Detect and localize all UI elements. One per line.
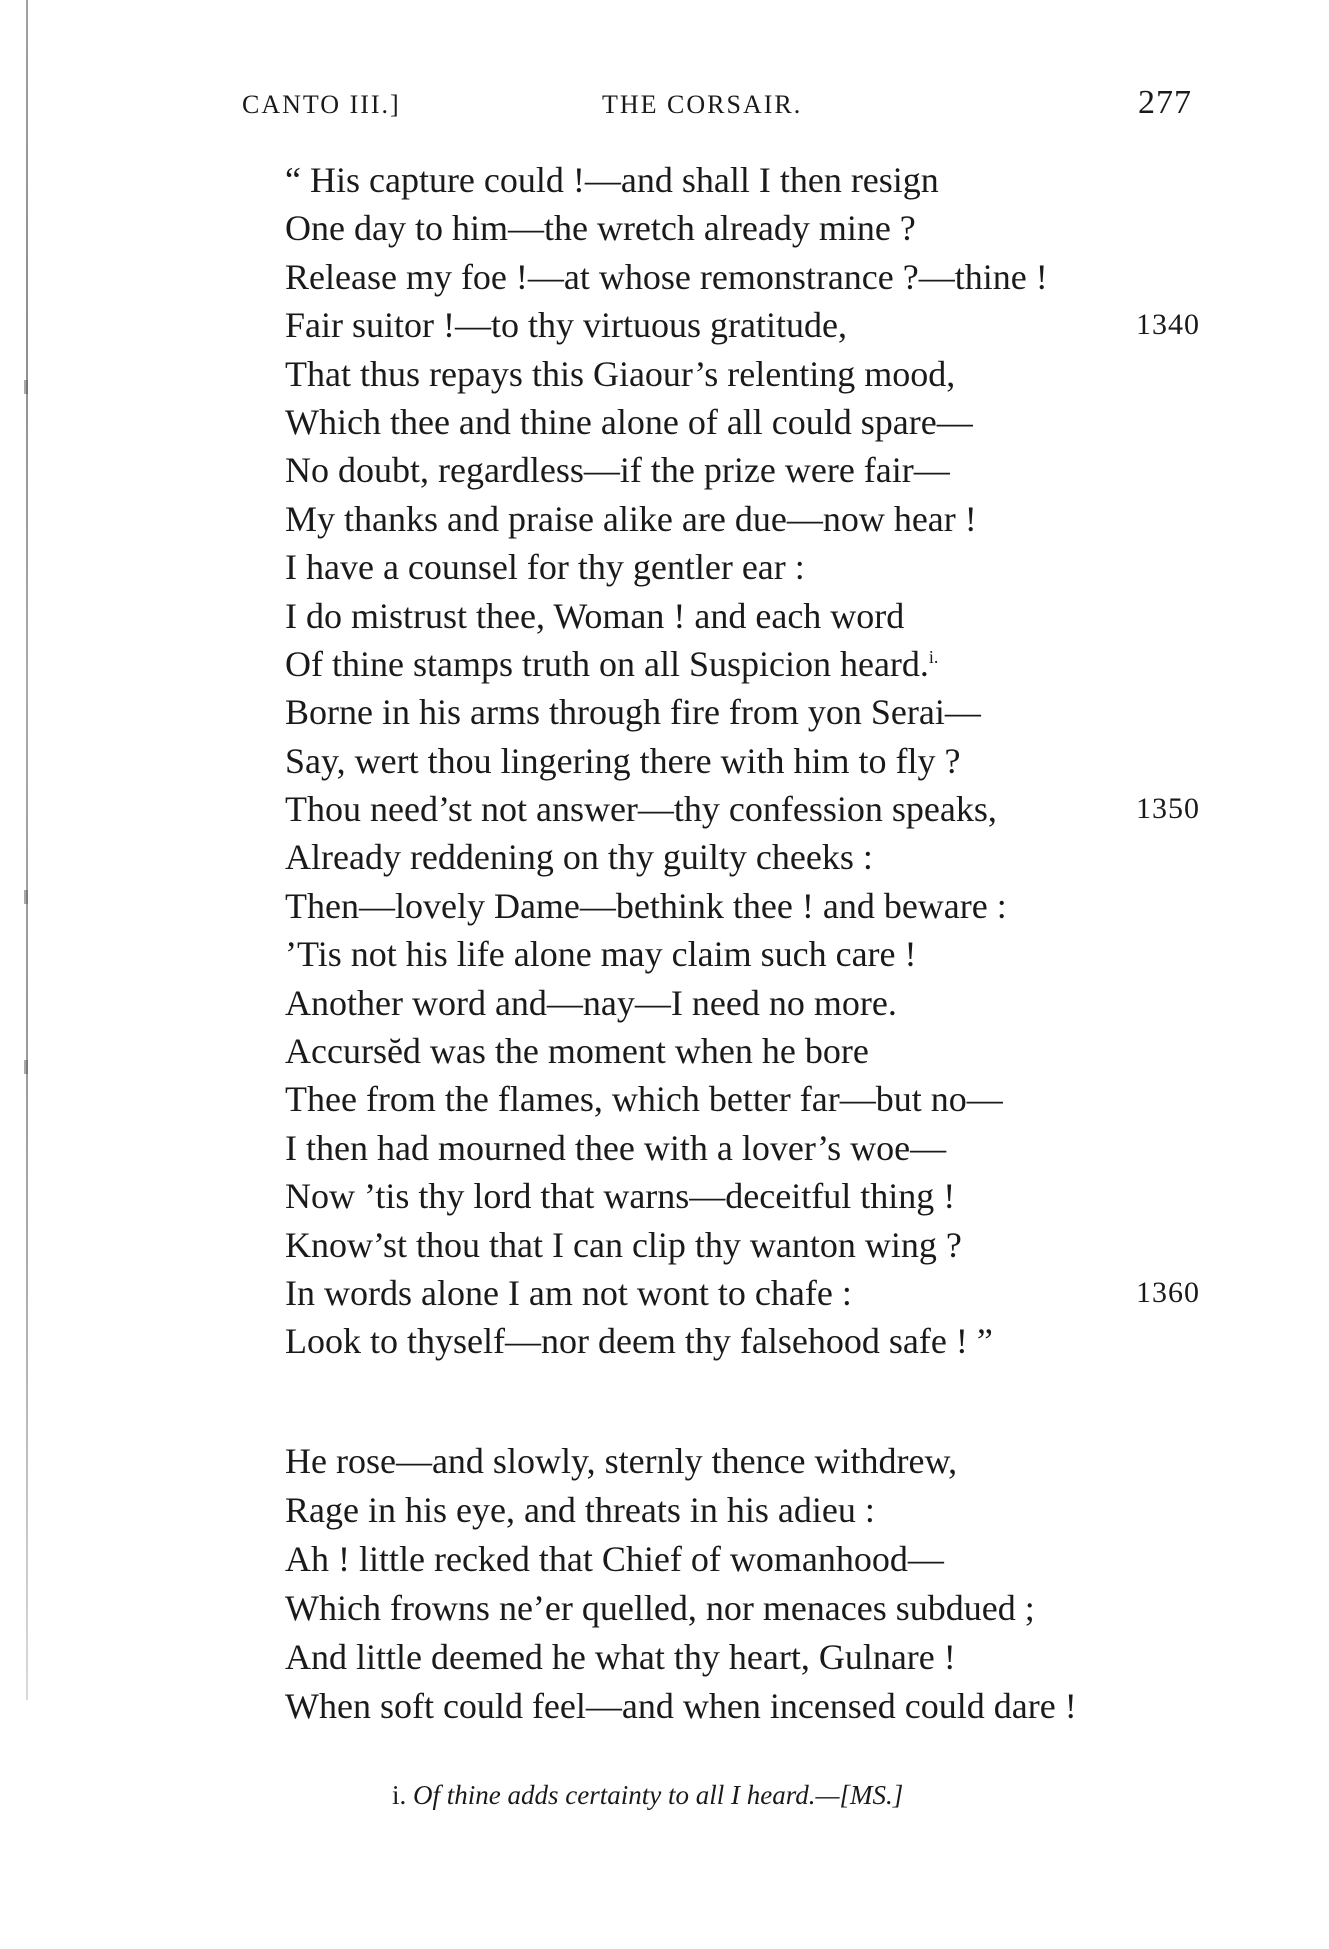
verse-line — [285, 1075, 1200, 1123]
verse-text: No doubt, regardless—if the prize were fair— — [285, 450, 950, 491]
verse-line — [285, 930, 1200, 978]
verse-line — [285, 1221, 1200, 1269]
verse-text: Of thine stamps truth on all Suspicion heard. — [285, 643, 929, 684]
verse-line: Which frowns ne’er quelled, nor menaces subdued ; — [285, 1588, 1035, 1628]
verse-text: “ His capture could !—and shall I then resign — [285, 160, 939, 200]
verse-line — [285, 301, 1200, 349]
stanza-speech — [285, 156, 1200, 1366]
verse-text: ’Tis not his life alone may claim such care ! — [285, 934, 917, 975]
verse-text: Release my foe !—at whose remonstrance ?—thine ! — [285, 256, 1048, 297]
verse-line — [285, 1317, 1200, 1365]
verse-line: When soft could feel—and when incensed could dare ! — [285, 1686, 1077, 1726]
verse-line — [285, 737, 1200, 785]
verse-line — [285, 543, 1200, 591]
verse-text: I do mistrust thee, Woman ! and each word — [285, 595, 905, 636]
verse-text: I then had mourned thee with a lover’s woe— — [285, 1127, 947, 1168]
page-number: 277 — [1138, 84, 1192, 121]
verse-line — [285, 1172, 1200, 1220]
verse-line — [285, 1027, 1200, 1075]
verse-line: And little deemed he what thy heart, Gulnare ! — [285, 1637, 956, 1677]
verse-text: Thou need’st not answer—thy confession speaks, — [285, 789, 997, 830]
footnote-text: Of thine adds certainty to all I heard.—[MS.] — [413, 1780, 904, 1810]
verse-text: Already reddening on thy guilty cheeks : — [285, 837, 873, 878]
verse-text: Fair suitor !—to thy virtuous gratitude, — [285, 305, 847, 346]
verse-text: Then—lovely Dame—bethink thee ! and beware : — [285, 885, 1007, 926]
verse-line — [285, 1124, 1200, 1172]
verse-line — [285, 350, 1200, 398]
line-number: 1360 — [1136, 1275, 1200, 1309]
verse-line — [285, 495, 1200, 543]
verse-line — [285, 592, 1200, 640]
verse-line: Rage in his eye, and threats in his adieu : — [285, 1490, 875, 1530]
gutter-mark — [24, 890, 28, 904]
verse-text: I have a counsel for thy gentler ear : — [285, 547, 805, 588]
verse-line — [285, 253, 1200, 301]
gutter-line — [26, 0, 28, 1700]
footnote-marker: i. — [392, 1780, 407, 1810]
stanza-narration — [285, 1437, 1200, 1731]
verse-line — [285, 640, 1200, 688]
verse-line — [285, 156, 1200, 204]
footnote — [392, 1780, 903, 1811]
verse-text: In words alone I am not wont to chafe : — [285, 1272, 852, 1313]
verse-line — [285, 398, 1200, 446]
header-title: THE CORSAIR. — [602, 90, 803, 119]
verse-line — [285, 446, 1200, 494]
verse-text: Say, wert thou lingering there with him to fly ? — [285, 740, 961, 781]
verse-line — [285, 688, 1200, 736]
verse-text: My thanks and praise alike are due—now hear ! — [285, 498, 977, 539]
footnote-reference: i. — [928, 646, 939, 667]
line-number: 1340 — [1136, 308, 1200, 342]
gutter-mark — [24, 1060, 28, 1074]
verse-text: Borne in his arms through fire from yon Serai— — [285, 692, 981, 733]
verse-text: Accursĕd was the moment when he bore — [285, 1031, 869, 1072]
gutter-mark — [24, 380, 28, 394]
verse-line: Ah ! little recked that Chief of womanhood— — [285, 1539, 944, 1579]
verse-line — [285, 882, 1200, 930]
verse-text: Which thee and thine alone of all could spare— — [285, 401, 973, 442]
line-number: 1350 — [1136, 792, 1200, 826]
verse-text: Now ’tis thy lord that warns—deceitful thing ! — [285, 1176, 956, 1217]
verse-line — [285, 204, 1200, 252]
verse-text: Thee from the flames, which better far—but no— — [285, 1079, 1003, 1120]
verse-line — [285, 1269, 1200, 1317]
verse-text: One day to him—the wretch already mine ? — [285, 208, 916, 249]
running-header — [242, 84, 1192, 124]
verse-text: Know’st thou that I can clip thy wanton wing ? — [285, 1224, 962, 1265]
verse-text: Another word and—nay—I need no more. — [285, 982, 897, 1023]
verse-text: Look to thyself—nor deem thy falsehood safe ! ” — [285, 1321, 993, 1362]
header-canto: CANTO III.] — [242, 90, 401, 119]
verse-line: He rose—and slowly, sternly thence withdrew, — [285, 1441, 958, 1481]
verse-line — [285, 833, 1200, 881]
verse-text: That thus repays this Giaour’s relenting mood, — [285, 353, 956, 394]
verse-line — [285, 979, 1200, 1027]
verse-line — [285, 785, 1200, 833]
